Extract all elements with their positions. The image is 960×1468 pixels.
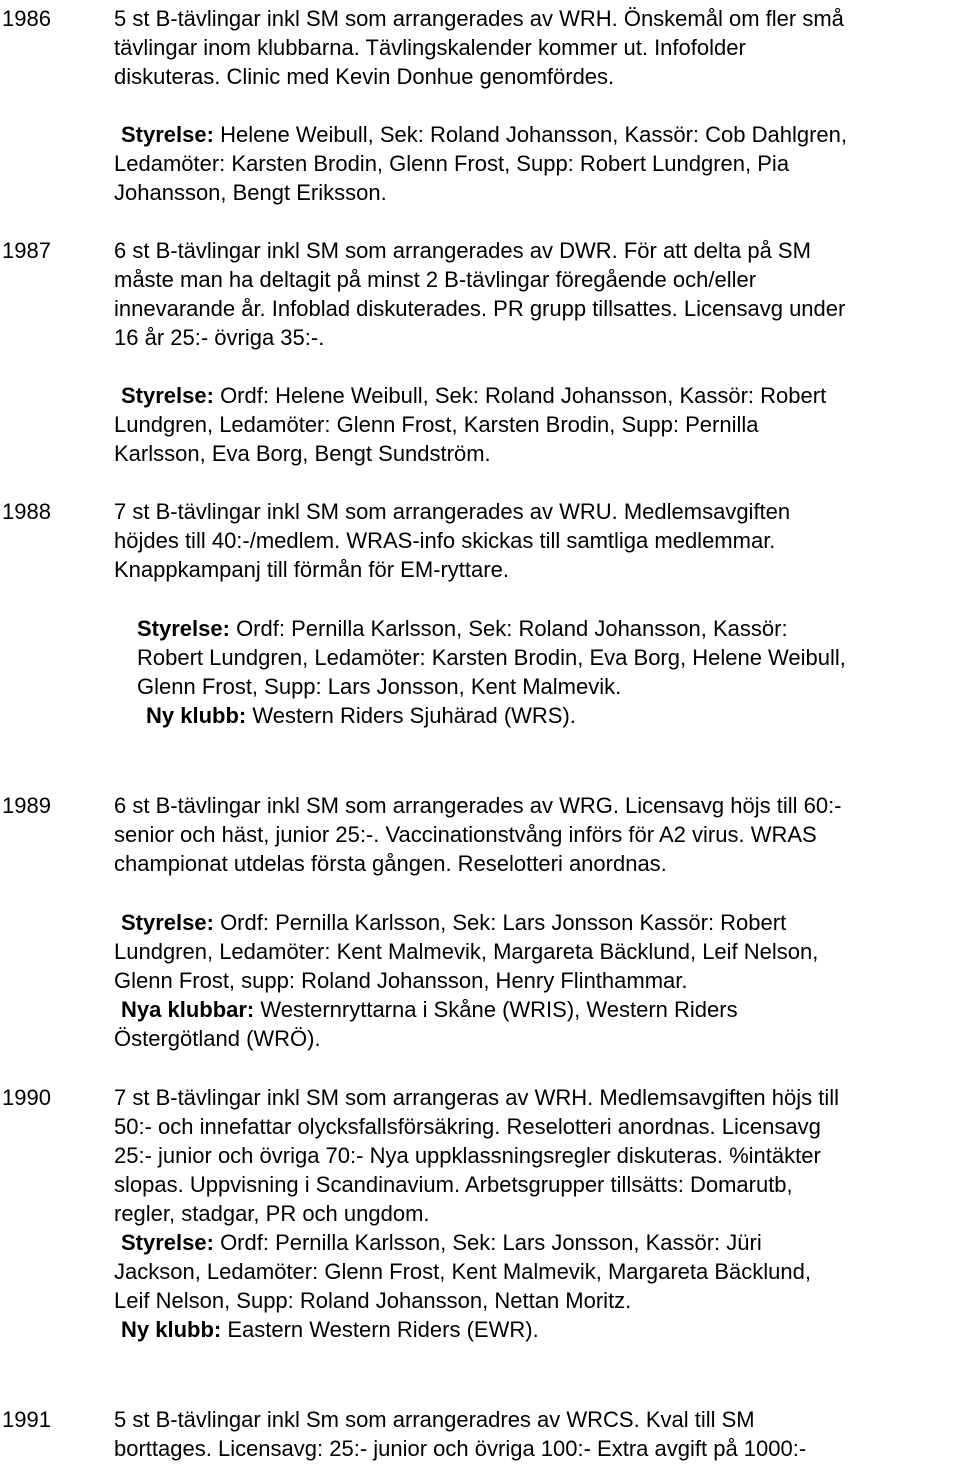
board-text: Ordf: Pernilla Karlsson, Sek: Lars Jonsson Kassör: Robert <box>213 910 787 935</box>
new-club-line <box>121 995 738 1024</box>
new-club-line <box>121 1315 539 1344</box>
board-label: Styrelse: <box>121 122 214 147</box>
entry-text-line: 25:- junior och övriga 70:- Nya uppklassningsregler diskuteras. %intäkter <box>114 1143 821 1168</box>
board-line: Ledamöter: Karsten Brodin, Glenn Frost, Supp: Robert Lundgren, Pia <box>114 151 790 176</box>
board-line: Leif Nelson, Supp: Roland Johansson, Nettan Moritz. <box>114 1288 632 1313</box>
board-text: Ordf: Pernilla Karlsson, Sek: Roland Johansson, Kassör: <box>229 616 788 641</box>
entry-text-line: 7 st B-tävlingar inkl SM som arrangerades av WRU. Medlemsavgiften <box>114 499 791 524</box>
entry-text-line: championat utdelas första gången. Reselotteri anordnas. <box>114 851 667 876</box>
board-label: Styrelse: <box>121 383 214 408</box>
board-line <box>121 1228 762 1257</box>
entry-text-line: slopas. Uppvisning i Scandinavium. Arbetsgrupper tillsätts: Domarutb, <box>114 1172 793 1197</box>
board-line: Karlsson, Eva Borg, Bengt Sundström. <box>114 441 491 466</box>
entry-text-line: 5 st B-tävlingar inkl Sm som arrangeradres av WRCS. Kval till SM <box>114 1407 755 1432</box>
year-label: 1988 <box>2 499 51 524</box>
year-label: 1991 <box>2 1407 51 1432</box>
entry-text-line: 6 st B-tävlingar inkl SM som arrangerades av WRG. Licensavg höjs till 60:- <box>114 793 842 818</box>
new-club-label: Ny klubb: <box>121 1317 222 1342</box>
new-club-text: Eastern Western Riders (EWR). <box>221 1317 539 1342</box>
new-club-label: Nya klubbar: <box>121 997 255 1022</box>
entry-text-line: borttages. Licensavg: 25:- junior och övriga 100:- Extra avgift på 1000:- <box>114 1436 807 1461</box>
board-line <box>121 381 826 410</box>
new-club-label: Ny klubb: <box>146 703 247 728</box>
year-label: 1986 <box>2 6 51 31</box>
board-label: Styrelse: <box>121 910 214 935</box>
board-text: Helene Weibull, Sek: Roland Johansson, Kassör: Cob Dahlgren, <box>213 122 848 147</box>
new-club-text: Westernryttarna i Skåne (WRIS), Western Riders <box>254 997 738 1022</box>
entry-text-line: 5 st B-tävlingar inkl SM som arrangerades av WRH. Önskemål om fler små <box>114 6 844 31</box>
board-text: Ordf: Pernilla Karlsson, Sek: Lars Jonsson, Kassör: Jüri <box>213 1230 762 1255</box>
board-line: Lundgren, Ledamöter: Kent Malmevik, Margareta Bäcklund, Leif Nelson, <box>114 939 819 964</box>
new-club-text: Western Riders Sjuhärad (WRS). <box>246 703 576 728</box>
year-label: 1989 <box>2 793 51 818</box>
board-line <box>137 614 788 643</box>
entry-text-line: senior och häst, junior 25:-. Vaccinationstvång införs för A2 virus. WRAS <box>114 822 817 847</box>
entry-text-line: 7 st B-tävlingar inkl SM som arrangeras av WRH. Medlemsavgiften höjs till <box>114 1085 840 1110</box>
new-club-line: Östergötland (WRÖ). <box>114 1026 321 1051</box>
year-label: 1987 <box>2 238 51 263</box>
entry-text-line: 6 st B-tävlingar inkl SM som arrangerades av DWR. För att delta på SM <box>114 238 811 263</box>
board-label: Styrelse: <box>137 616 230 641</box>
entry-text-line: höjdes till 40:-/medlem. WRAS-info skickas till samtliga medlemmar. <box>114 528 776 553</box>
board-label: Styrelse: <box>121 1230 214 1255</box>
entry-text-line: Knappkampanj till förmån för EM-ryttare. <box>114 557 509 582</box>
board-line: Jackson, Ledamöter: Glenn Frost, Kent Malmevik, Margareta Bäcklund, <box>114 1259 811 1284</box>
entry-text-line: tävlingar inom klubbarna. Tävlingskalender kommer ut. Infofolder <box>114 35 746 60</box>
entry-text-line: 50:- och innefattar olycksfallsförsäkring. Reselotteri anordnas. Licensavg <box>114 1114 821 1139</box>
board-line: Glenn Frost, Supp: Lars Jonsson, Kent Malmevik. <box>137 674 622 699</box>
board-line <box>121 120 847 149</box>
year-label: 1990 <box>2 1085 51 1110</box>
board-line: Glenn Frost, supp: Roland Johansson, Henry Flinthammar. <box>114 968 688 993</box>
board-line: Lundgren, Ledamöter: Glenn Frost, Karsten Brodin, Supp: Pernilla <box>114 412 759 437</box>
entry-text-line: måste man ha deltagit på minst 2 B-tävlingar föregående och/eller <box>114 267 757 292</box>
board-line: Johansson, Bengt Eriksson. <box>114 180 387 205</box>
entry-text-line: diskuteras. Clinic med Kevin Donhue genomfördes. <box>114 64 615 89</box>
entry-text-line: regler, stadgar, PR och ungdom. <box>114 1201 430 1226</box>
board-line: Robert Lundgren, Ledamöter: Karsten Brodin, Eva Borg, Helene Weibull, <box>137 645 846 670</box>
new-club-line <box>146 701 576 730</box>
entry-text-line: innevarande år. Infoblad diskuterades. PR grupp tillsattes. Licensavg under <box>114 296 846 321</box>
board-line <box>121 908 786 937</box>
board-text: Ordf: Helene Weibull, Sek: Roland Johansson, Kassör: Robert <box>213 383 827 408</box>
entry-text-line: 16 år 25:- övriga 35:-. <box>114 325 325 350</box>
